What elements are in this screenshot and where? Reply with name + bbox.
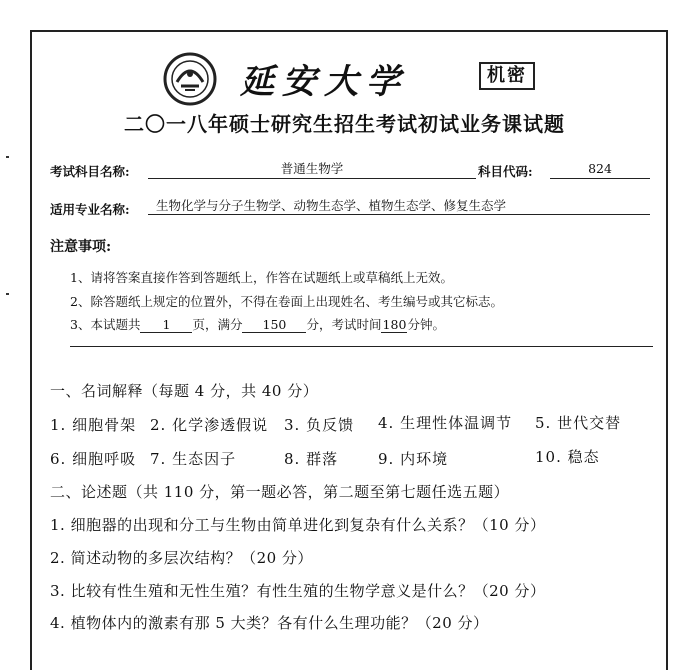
section2-title: 二、论述题（共 110 分，第一题必答，第二题至第七题任选五题） [50,483,510,501]
subject-value: 普通生物学 [148,160,476,179]
code-value: 824 [550,160,650,179]
question-item: 2. 简述动物的多层次结构？（20 分） [50,549,313,567]
notice-item-3-text: 分，考试时间 [306,317,382,332]
term-item: 1. 细胞骨架 [50,416,137,434]
exam-time: 180 [382,317,407,332]
term-item: 4. 生理性体温调节 [378,414,513,432]
term-item: 3. 负反馈 [284,416,355,434]
exam-title: 二〇一八年硕士研究生招生考试初试业务课试题 [124,112,565,136]
term-item: 6. 细胞呼吸 [50,450,137,468]
subject-label: 考试科目名称: [50,164,130,179]
secret-stamp: 机密 [479,62,535,90]
divider-line [70,346,653,347]
term-item: 7. 生态因子 [150,450,237,468]
scan-mark [6,156,9,158]
university-name: 延安大学 [240,62,408,102]
major-label: 适用专业名称: [50,202,130,217]
university-logo [163,52,217,106]
notice-item-3-text: 3、本试题共 [70,317,141,332]
question-item: 4. 植物体内的激素有那 5 大类？各有什么生理功能？（20 分） [50,614,489,632]
notice-item-2: 2、除答题纸上规定的位置外，不得在卷面上出现姓名、考生编号或其它标志。 [70,294,503,309]
full-score: 150 [242,317,306,333]
notice-item-1: 1、请将答案直接作答到答题纸上，作答在试题纸上或草稿纸上无效。 [70,270,453,285]
notice-item-3-text: 分钟。 [407,317,445,332]
question-item: 1. 细胞器的出现和分工与生物由简单进化到复杂有什么关系？（10 分） [50,516,546,534]
term-item: 5. 世代交替 [535,414,622,432]
code-label: 科目代码: [478,164,533,179]
term-item: 8. 群落 [284,450,339,468]
section1-title: 一、名词解释（每题 4 分，共 40 分） [50,382,319,400]
term-item: 10. 稳态 [535,448,600,466]
notice-item-3 [70,315,445,333]
notice-title: 注意事项: [50,239,112,255]
scan-mark [6,293,9,295]
notice-item-3-text: 页，满分 [192,317,243,332]
page-count: 1 [140,317,192,333]
term-item: 2. 化学渗透假说 [150,416,269,434]
term-item: 9. 内环境 [378,450,449,468]
major-value: 生物化学与分子生物学、动物生态学、植物生态学、修复生态学 [148,197,650,215]
question-item: 3. 比较有性生殖和无性生殖？有性生殖的生物学意义是什么？（20 分） [50,582,546,600]
